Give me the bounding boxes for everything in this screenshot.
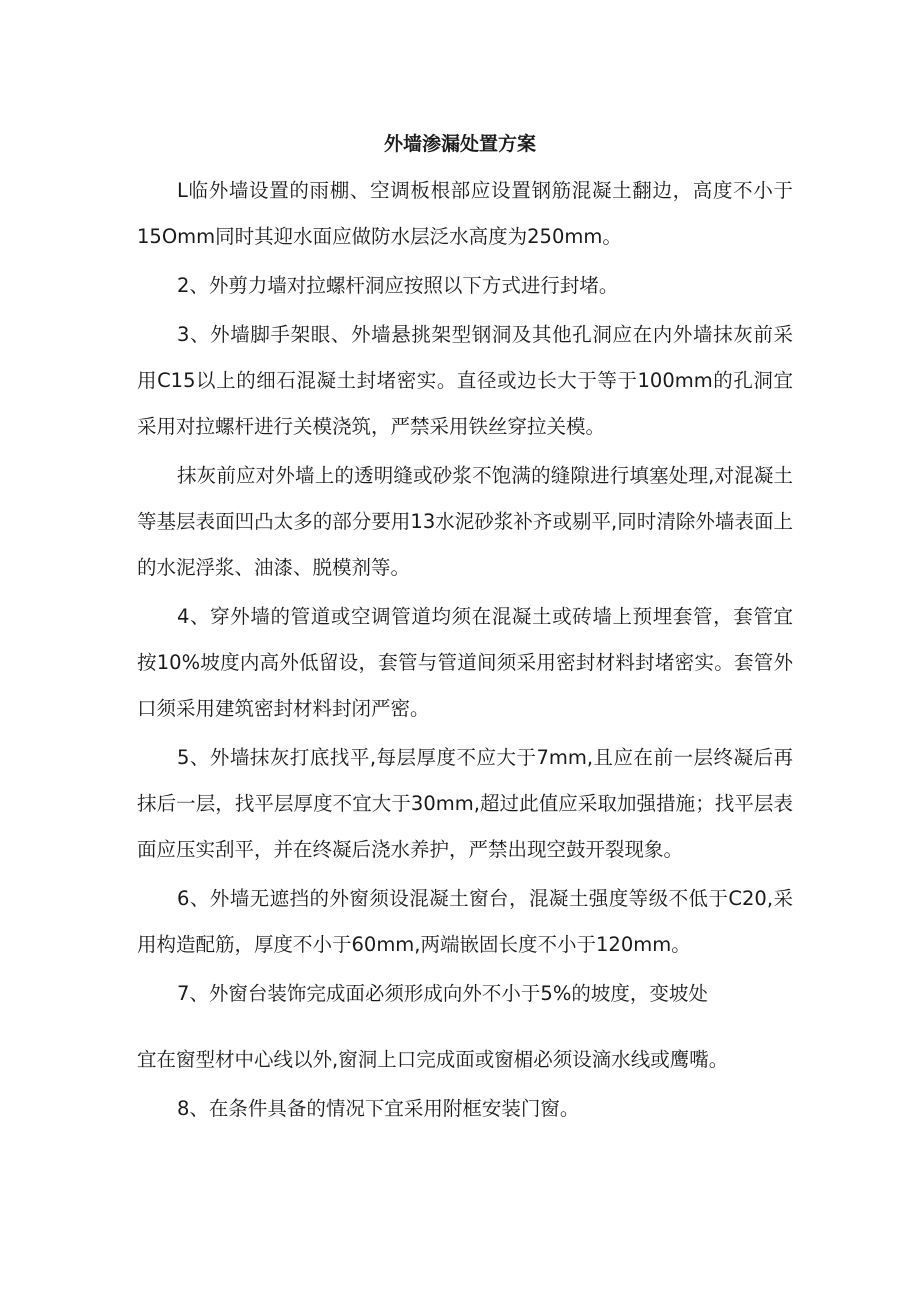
paragraph-4: 抹灰前应对外墙上的透明缝或砂浆不饱满的缝隙进行填塞处理,对混凝土等基层表面凹凸太多的部分要用13水泥砂浆补齐或剔平,同时清除外墙表面上的水泥浮浆、油漆、脱模剂等。 bbox=[137, 464, 793, 579]
paragraph-10: 8、在条件具备的情况下宜采用附框安装门窗。 bbox=[177, 1097, 580, 1120]
paragraph-5: 4、穿外墙的管道或空调管道均须在混凝土或砖墙上预埋套管，套管宜按10%坡度内高外低留设，套管与管道间须采用密封材料封堵密实。套管外口须采用建筑密封材料封闭严密。 bbox=[137, 605, 793, 720]
paragraph-8: 7、外窗台装饰完成面必须形成向外不小于5%的坡度，变坡处 bbox=[177, 982, 708, 1005]
paragraph-1: L临外墙设置的雨棚、空调板根部应设置钢筋混凝土翻边，高度不小于15Omm同时其迎水面应做防水层泛水高度为250mm。 bbox=[137, 179, 793, 248]
document-title: 外墙渗漏处置方案 bbox=[383, 133, 536, 155]
paragraph-7: 6、外墙无遮挡的外窗须设混凝土窗台，混凝土强度等级不低于C20,采用构造配筋，厚度不小于60mm,两端嵌固长度不小于120mm。 bbox=[137, 887, 793, 956]
paragraph-2: 2、外剪力墙对拉螺杆洞应按照以下方式进行封堵。 bbox=[177, 274, 619, 297]
paragraph-6: 5、外墙抹灰打底找平,每层厚度不应大于7mm,且应在前一层终凝后再抹后一层，找平层厚度不宜大于30mm,超过此值应采取加强措施；找平层表面应压实刮平，并在终凝后浇水养护，严禁出现空鼓开裂现象。 bbox=[137, 746, 793, 861]
paragraph-3: 3、外墙脚手架眼、外墙悬挑架型钢洞及其他孔洞应在内外墙抹灰前采用C15以上的细石混凝土封堵密实。直径或边长大于等于100mm的孔洞宜采用对拉螺杆进行关模浇筑，严禁采用铁丝穿拉关模。 bbox=[137, 323, 793, 438]
paragraph-9: 宜在窗型材中心线以外,窗洞上口完成面或窗楣必须设滴水线或鹰嘴。 bbox=[137, 1048, 729, 1071]
document-body bbox=[137, 168, 793, 1132]
